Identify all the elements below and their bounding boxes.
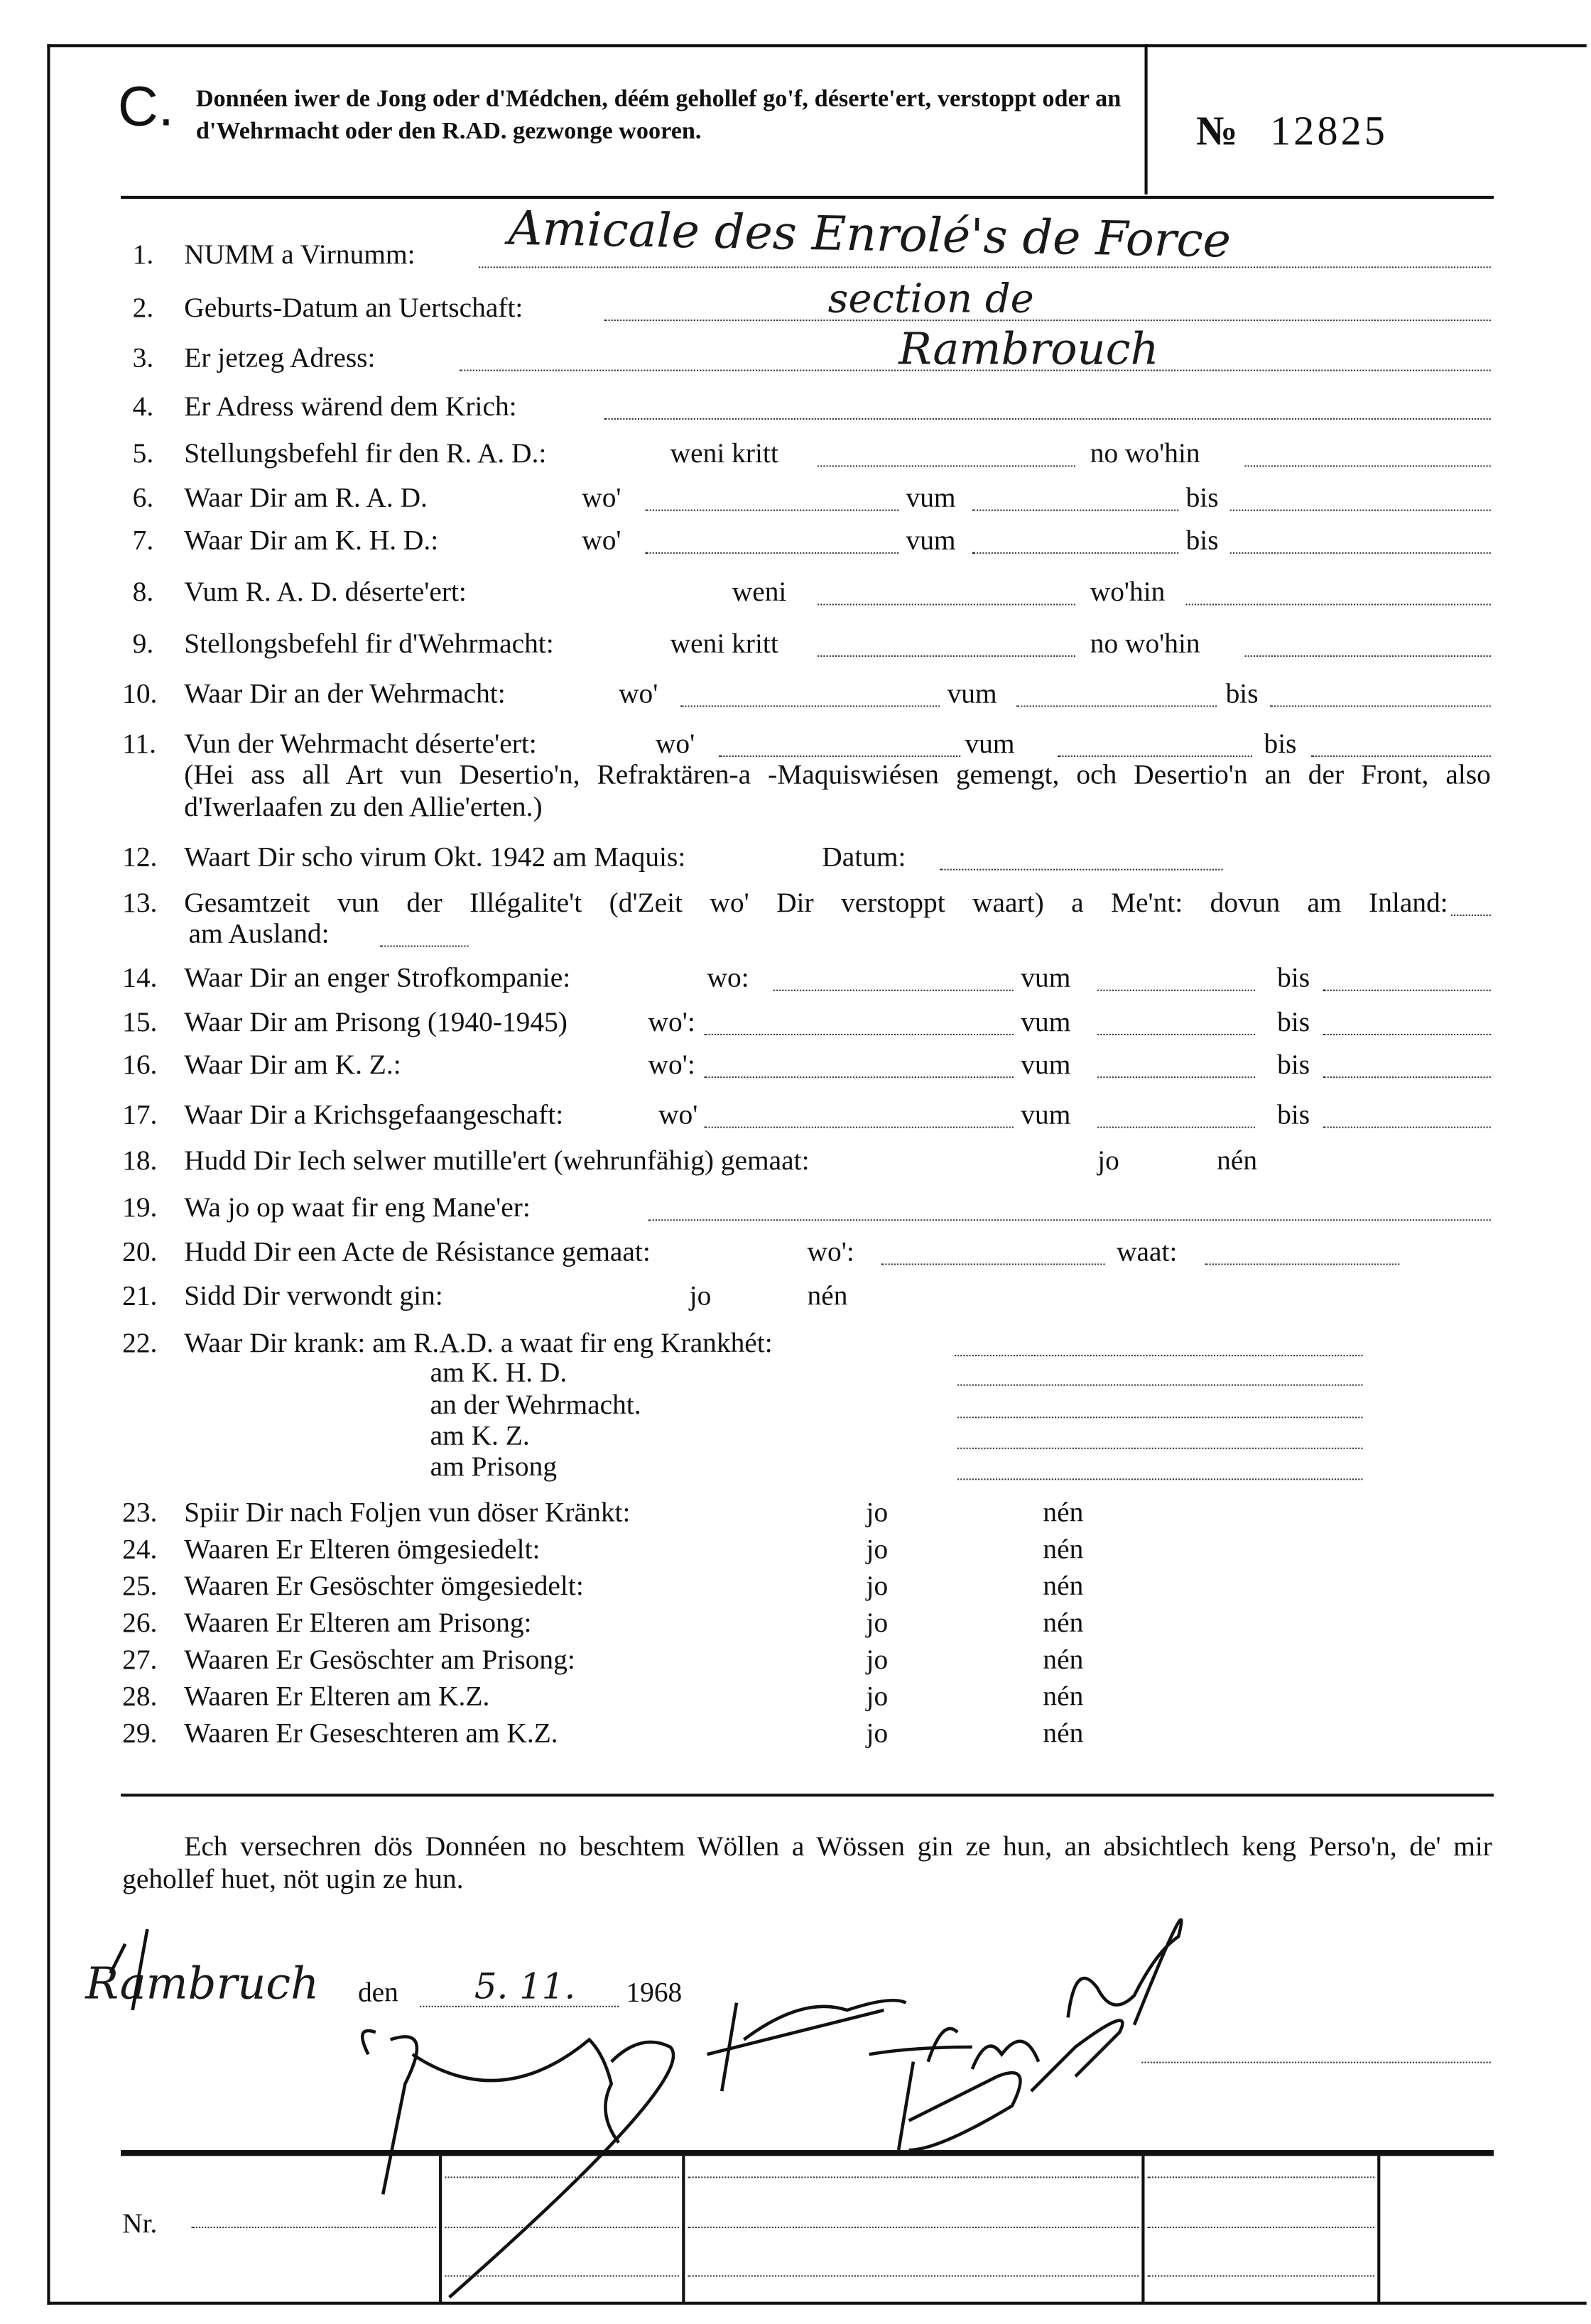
question-label: Stellungsbefehl fir den R. A. D.: [184,439,547,470]
question-number: 22. [122,1328,158,1360]
sub-question-label: am K. Z. [430,1421,530,1452]
question-label: Stellongsbefehl fir d'Wehrmacht: [184,628,554,660]
field-label-bis: bis [1264,729,1297,760]
question-number: 17. [122,1100,158,1131]
field-label-nn: nén [1217,1145,1258,1177]
field-label-bis: bis [1277,1007,1310,1039]
question-label: Geburts-Datum an Uertschaft: [184,293,523,324]
question-number: 27. [122,1644,158,1676]
field-label-wo: wo': [648,1049,695,1081]
question-number: 9. [132,628,154,660]
question-label: Er jetzeg Adress: [184,343,376,374]
question-label: Vum R. A. D. déserte'ert: [184,577,467,609]
question-number: 14. [122,963,158,994]
question-label: NUMM a Virnumm: [184,240,416,271]
field-label-wo: wo' [619,679,658,710]
footer-entry-field[interactable] [1148,2176,1374,2178]
declaration: Ech versechren dös Donnéen no beschtem Wöllen a Wössen gin ze hun, an absichtlech keng Perso'n, de' mir gehollef huet, nöt ugin ze hun. [122,1832,1492,1896]
footer-entry-field[interactable] [445,2176,679,2178]
question-number: 11. [122,729,156,760]
footer-thick-rule [121,2150,1494,2156]
question-number: 28. [122,1681,158,1713]
footer-entry-field[interactable] [688,2227,1139,2228]
field-label-bis: bis [1185,483,1219,514]
footer-entry-field[interactable] [445,2227,679,2228]
question-number: 15. [122,1007,158,1039]
field-label-wenikritt: weni kritt [670,439,778,470]
field-label-weni: weni [732,577,787,609]
field-label-bis: bis [1185,525,1219,557]
handwritten-name-line3: Rambrouch [898,324,1159,376]
question-number: 29. [122,1718,158,1750]
handwritten-name: Amicale des Enrolé's de Force [507,200,1232,269]
question-number: 23. [122,1497,158,1529]
question-number: 21. [122,1281,158,1312]
field-label-wo: wo' [658,1100,698,1131]
question-label: Waar Dir am K. Z.: [184,1049,401,1081]
handwritten-place: Rambruch [85,1958,320,2011]
field-label-vum: vum [906,525,956,557]
handwritten-date: 5. 11. [474,1965,576,2007]
field-label-vum: vum [1021,963,1071,994]
field-label-jo: jo [866,1497,889,1529]
field-label-wo: wo' [655,729,695,760]
field-label-bis: bis [1277,1049,1310,1081]
sub-question-label: am K. H. D. [430,1358,568,1389]
question-number: 16. [122,1049,158,1081]
field-label-nowohin: no wo'hin [1090,439,1200,470]
field-label-waat: waat: [1117,1237,1178,1268]
field-label-vum: vum [947,679,997,710]
question-label: Spiir Dir nach Foljen vun döser Kränkt: [184,1497,631,1529]
field-label-jo: jo [689,1281,712,1312]
question-label: Waart Dir scho virum Okt. 1942 am Maquis: [184,842,686,873]
question-number: 2. [132,293,154,324]
field-label-bis: bis [1225,679,1259,710]
question-label: Waar Dir an der Wehrmacht: [184,679,506,710]
number-symbol: № [1196,109,1238,155]
field-label-vum: vum [965,729,1015,760]
question-label: Sidd Dir verwondt gin: [184,1281,443,1312]
sub-question-label: am Ausland: [188,919,330,950]
question-number: 10. [122,679,158,710]
question-label: Er Adress wärend dem Krich: [184,391,517,423]
question-label: Waaren Er Elteren ömgesiedelt: [184,1534,541,1566]
field-label-jo: jo [866,1644,889,1676]
field-label-nn: nén [1043,1497,1084,1529]
handwritten-name-line2: section de [827,276,1034,323]
field-label-nn: nén [1043,1608,1084,1640]
nr-label: Nr. [122,2208,158,2240]
field-label-nn: nén [1043,1718,1084,1750]
footer-col-divider [439,2156,441,2303]
section-letter: C. [117,76,174,138]
question-label: Waar Dir krank: am R.A.D. a waat fir eng Krankhét: [184,1328,773,1360]
question-label: Waaren Er Elteren am K.Z. [184,1681,490,1713]
question-number: 12. [122,842,158,873]
footer-entry-field[interactable] [688,2176,1139,2178]
field-label-nn: nén [1043,1644,1084,1676]
question-number: 24. [122,1534,158,1566]
question-label: Hudd Dir een Acte de Résistance gemaat: [184,1237,651,1268]
question-label: Hudd Dir Iech selwer mutille'ert (wehrunfähig) gemaat: [184,1145,810,1177]
field-label-datum: Datum: [822,842,906,873]
field-label-wo: wo: [707,963,749,994]
question-label: Waar Dir a Krichsgefaangeschaft: [184,1100,564,1131]
question-label: Waaren Er Gesöschter ömgesiedelt: [184,1571,584,1603]
year: 1968 [626,1977,683,2009]
question-number: 6. [132,483,154,514]
field-label-jo: jo [866,1681,889,1713]
field-label-vum: vum [1021,1049,1071,1081]
question-number: 3. [132,343,154,374]
question-label: Wa jo op waat fir eng Mane'er: [184,1192,531,1224]
footer-col-divider [1141,2156,1144,2303]
footer-entry-field[interactable] [1148,2227,1374,2228]
question-number: 18. [122,1145,158,1177]
question-label: Waar Dir am R. A. D. [184,483,428,514]
field-label-jo: jo [866,1571,889,1603]
field-label-wo: wo': [648,1007,695,1039]
footer-entry-field[interactable] [1148,2275,1374,2276]
question-label: Vun der Wehrmacht déserte'ert: [184,729,537,760]
field-label-nn: nén [1043,1534,1084,1566]
field-label-bis: bis [1277,1100,1310,1131]
question-label: Waaren Er Geseschteren am K.Z. [184,1718,558,1750]
footer-col-divider [682,2156,684,2303]
question-number: 7. [132,525,154,557]
question-number: 1. [132,240,154,271]
question-number: 13. [122,888,158,920]
question-label: Waaren Er Elteren am Prisong: [184,1608,532,1640]
number-value: 12825 [1270,109,1388,155]
question-label: Waar Dir am Prisong (1940-1945) [184,1007,568,1039]
field-label-wo: wo' [582,525,621,557]
field-label-wohin: wo'hin [1090,577,1166,609]
question-note: (Hei ass all Art vun Desertio'n, Refraktären-a -Maquiswiésen gemengt, och Desertio'n an der Front, also d'Iwerlaafen zu den Allie'erten.) [184,760,1491,824]
field-label-vum: vum [906,483,956,514]
question-label: Waaren Er Gesöschter am Prisong: [184,1644,575,1676]
question-number: 5. [132,439,154,470]
field-label-bis: bis [1277,963,1310,994]
question-label: Gesamtzeit vun der Illégalite't (d'Zeit wo' Dir verstoppt waart) a Me'nt: dovun am Inland: [184,888,1448,920]
den-label: den [357,1977,398,2009]
footer-entry-field[interactable] [688,2275,1139,2276]
sub-question-label: am Prisong [430,1451,558,1483]
question-number: 20. [122,1237,158,1268]
question-number: 4. [132,391,154,423]
footer-col-divider [1377,2156,1379,2303]
footer-entry-field[interactable] [192,2227,436,2228]
sub-question-label: an der Wehrmacht. [430,1390,641,1422]
field-label-jo: jo [866,1534,889,1566]
field-label-nn: nén [807,1281,848,1312]
field-label-nn: nén [1043,1681,1084,1713]
question-label: Waar Dir an enger Strofkompanie: [184,963,571,994]
footer-entry-field[interactable] [445,2275,679,2276]
question-number: 25. [122,1571,158,1603]
signature-stroke [362,1920,1181,2298]
field-label-jo: jo [866,1718,889,1750]
field-label-jo: jo [1097,1145,1119,1177]
field-label-wo: wo': [807,1237,854,1268]
field-label-nowohin: no wo'hin [1090,628,1200,660]
date-slash [111,1929,148,2010]
question-label: Waar Dir am K. H. D.: [184,525,439,557]
field-label-jo: jo [866,1608,889,1640]
field-label-wo: wo' [582,483,621,514]
question-number: 8. [132,577,154,609]
field-label-vum: vum [1021,1100,1071,1131]
header-title: Donnéen iwer de Jong oder d'Médchen, déém gehollef go'f, déserte'ert, verstoppt oder an d'Wehrmacht oder den R.AD. gezwonge wooren. [195,84,1122,145]
field-label-nn: nén [1043,1571,1084,1603]
question-number: 19. [122,1192,158,1224]
field-label-vum: vum [1021,1007,1071,1039]
field-label-wenikritt: weni kritt [670,628,778,660]
question-number: 26. [122,1608,158,1640]
